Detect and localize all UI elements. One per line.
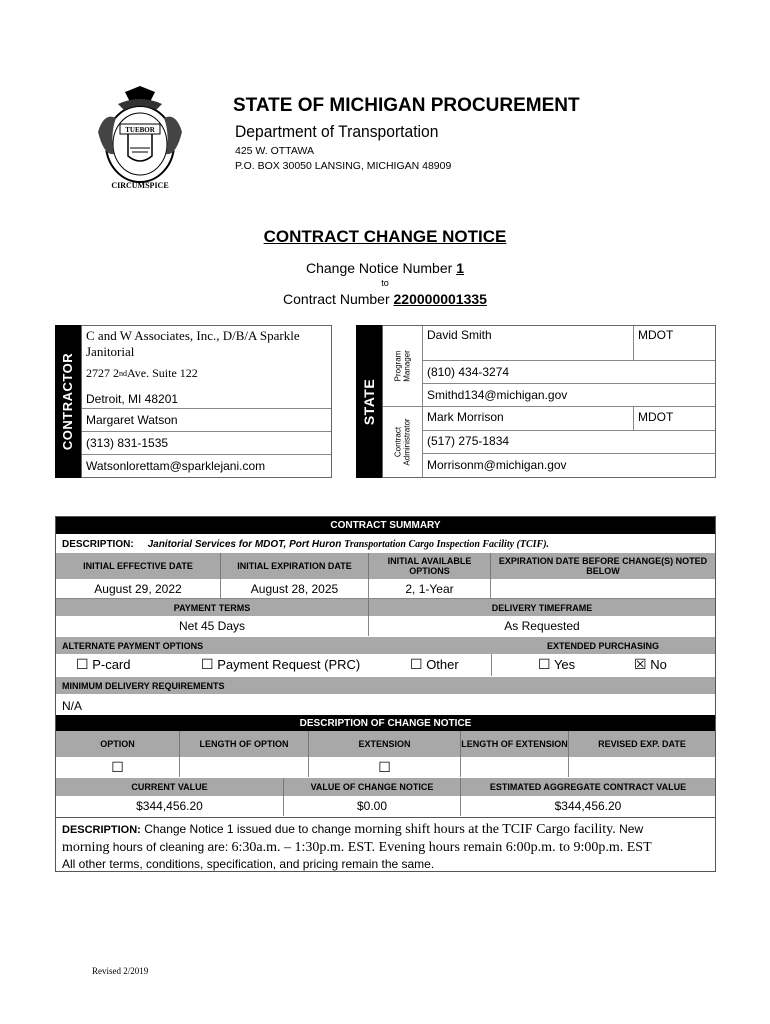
program-manager-label: Program Manager [393, 350, 412, 382]
payment-terms-label: PAYMENT TERMS [56, 599, 369, 616]
change-notice-line [0, 260, 770, 276]
contractor-street: 2727 2 nd Ave. Suite 122 [86, 365, 198, 380]
option-cell [56, 757, 180, 777]
delivery-timeframe-label: DELIVERY TIMEFRAME [369, 599, 715, 616]
contractor-box [81, 325, 332, 478]
col-length-of-option: LENGTH OF OPTION [180, 731, 309, 757]
state-label-bar [356, 325, 382, 478]
ca-phone: (517) 275-1834 [427, 434, 510, 448]
contractor-email: Watsonlorettam@sparklejani.com [86, 459, 266, 473]
ca-email: Morrisonm@michigan.gov [427, 458, 567, 472]
revised-exp-date-cell [569, 757, 715, 777]
contract-number-line [0, 291, 770, 307]
pcard-checkbox[interactable]: ☐ [76, 656, 89, 672]
state-box [382, 325, 716, 478]
change-description: DESCRIPTION: Change Notice 1 issued due to change morning shift hours at the TCIF Cargo facility. New morning hours of cleaning are: 6:30a.m. – 1:30p.m. EST. Evening hours remain 6:00p.m. to 9:00p.m. EST All other terms, conditions, specification, and pricing remain the same. [62, 822, 652, 871]
extension-cell [309, 757, 461, 777]
yes-option[interactable]: ☐ Yes [538, 656, 576, 672]
aggregate-value-label: ESTIMATED AGGREGATE CONTRACT VALUE [461, 778, 715, 796]
contract-summary-table [55, 516, 716, 872]
payment-terms: Net 45 Days [56, 616, 369, 636]
prc-option[interactable]: ☐ Payment Request (PRC) [201, 656, 361, 672]
address-line-1: 425 W. OTTAWA [235, 145, 314, 157]
exp-before-change [491, 579, 715, 599]
summary-title: CONTRACT SUMMARY [56, 517, 715, 534]
value-of-change-label: VALUE OF CHANGE NOTICE [284, 778, 461, 796]
contract-number-label: Contract Number [283, 291, 390, 307]
summary-description: DESCRIPTION: Janitorial Services for MDOT, Port Huron Transportation Cargo Inspection Facility (TCIF). [62, 539, 550, 550]
extended-purchasing-label: EXTENDED PURCHASING [491, 637, 715, 654]
col-initial-effective: INITIAL EFFECTIVE DATE [56, 553, 221, 579]
col-initial-options: INITIAL AVAILABLE OPTIONS [369, 553, 491, 579]
no-option[interactable]: ☒ No [634, 656, 667, 672]
pcard-option[interactable]: ☐ P-card [76, 656, 131, 672]
extension-checkbox[interactable]: ☐ [378, 758, 391, 775]
initial-effective-date: August 29, 2022 [56, 579, 221, 599]
min-delivery-label: MINIMUM DELIVERY REQUIREMENTS [56, 677, 715, 694]
seal-motto: TUEBOR [125, 126, 155, 134]
length-of-extension-cell [461, 757, 569, 777]
col-extension: EXTENSION [309, 731, 461, 757]
option-checkbox[interactable]: ☐ [111, 758, 124, 775]
revision-footer: Revised 2/2019 [92, 966, 149, 976]
pm-name: David Smith [427, 328, 492, 342]
contract-number: 220000001335 [393, 291, 487, 307]
yes-checkbox[interactable]: ☐ [538, 656, 551, 672]
contractor-label-bar [55, 325, 81, 478]
contractor-label: CONTRACTOR [60, 352, 76, 451]
michigan-seal-icon [90, 82, 190, 194]
contractor-city: Detroit, MI 48201 [86, 392, 179, 406]
delivery-timeframe: As Requested [504, 619, 580, 633]
ca-name: Mark Morrison [427, 410, 504, 424]
current-value: $344,456.20 [56, 796, 284, 816]
pm-email: Smithd134@michigan.gov [427, 388, 568, 402]
initial-options: 2, 1-Year [369, 579, 491, 599]
other-option[interactable]: ☐ Other [410, 656, 459, 672]
min-delivery-value: N/A [62, 699, 83, 713]
current-value-label: CURRENT VALUE [56, 778, 284, 796]
contractor-phone: (313) 831-1535 [86, 436, 169, 450]
pm-phone: (810) 434-3274 [427, 365, 510, 379]
contractor-name: C and W Associates, Inc., D/B/A Sparkle Janitorial [86, 328, 300, 359]
length-of-option-cell [180, 757, 309, 777]
aggregate-value: $344,456.20 [554, 799, 622, 813]
contractor-contact: Margaret Watson [86, 413, 178, 427]
change-notice-label: Change Notice Number [306, 260, 453, 276]
alt-payment-label: ALTERNATE PAYMENT OPTIONS [56, 637, 491, 654]
prc-checkbox[interactable]: ☐ [201, 656, 214, 672]
page-title: STATE OF MICHIGAN PROCUREMENT [233, 95, 580, 116]
col-exp-before-change: EXPIRATION DATE BEFORE CHANGE(S) NOTED BELOW [491, 553, 715, 579]
col-revised-exp-date: REVISED EXP. DATE [569, 731, 715, 757]
other-checkbox[interactable]: ☐ [410, 656, 423, 672]
address-line-2: P.O. BOX 30050 LANSING, MICHIGAN 48909 [235, 160, 452, 172]
initial-expiration-date: August 28, 2025 [221, 579, 369, 599]
col-option: OPTION [56, 731, 180, 757]
ca-agency: MDOT [638, 410, 674, 424]
state-label: STATE [361, 378, 377, 425]
change-notice-number: 1 [456, 260, 464, 276]
department-name: Department of Transportation [235, 122, 439, 141]
change-notice-section-title: DESCRIPTION OF CHANGE NOTICE [56, 715, 715, 731]
to-label: to [381, 278, 389, 288]
notice-title: CONTRACT CHANGE NOTICE [263, 227, 507, 246]
value-of-change: $0.00 [284, 796, 461, 816]
no-checkbox-checked[interactable]: ☒ [634, 656, 647, 672]
pm-agency: MDOT [638, 328, 674, 342]
col-length-of-extension: LENGTH OF EXTENSION [461, 731, 569, 757]
seal-bottom-text: CIRCUMSPICE [111, 181, 169, 190]
contract-administrator-label: Contract Administrator [393, 417, 412, 466]
col-initial-expiration: INITIAL EXPIRATION DATE [221, 553, 369, 579]
